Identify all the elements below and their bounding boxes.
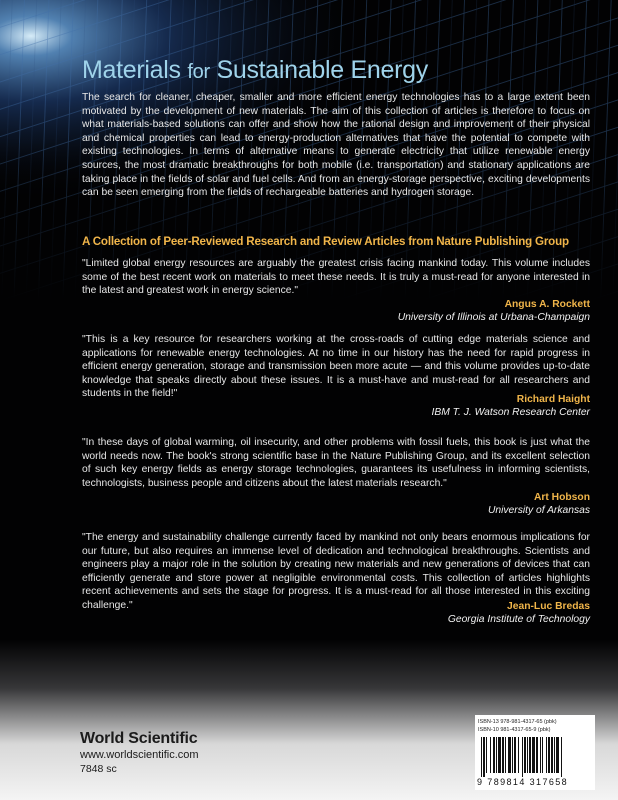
book-title [82, 56, 428, 85]
barcode-bar [542, 737, 543, 773]
endorser-name: Richard Haight [516, 394, 590, 405]
title-word-materials: Materials [82, 56, 181, 84]
endorser-affiliation: University of Illinois at Urbana-Champaign [397, 312, 590, 323]
barcode-bar [502, 737, 504, 773]
barcode-bar [518, 737, 519, 773]
barcode-bar [554, 737, 555, 773]
endorsement-author-4 [448, 600, 590, 626]
publisher-name: World Scientific [80, 730, 198, 747]
title-word-for: for [187, 61, 210, 83]
isbn-13: ISBN-13 978-981-4317-65 (pbk) [478, 719, 557, 725]
isbn-10: ISBN-10 981-4317-65-9 (pbk) [478, 727, 551, 733]
barcode-bar [529, 737, 531, 773]
barcode-bar [512, 737, 513, 773]
publisher-url: www.worldscientific.com [80, 749, 199, 761]
intro-paragraph: The search for cleaner, cheaper, smaller and more efficient energy technologies has to a large extent been motivated by the development of new materials. The aim of this collection of articles is therefore to focus on what materials-based solutions can offer and show how the rational design and improvement of their physical and chemical properties can lead to energy-production alternatives that have the potential to compete with existing technologies. In terms of alternative means to generate electricity that utilize renewable energy sources, the most dramatic breakthroughs for both mobile (i.e. transportation) and stationary applications are taking place in the fields of solar and fuel cells. And from an energy-storage perspective, exciting developments can be seen emerging from the fields of rechargeable batteries and hydrogen storage. [82, 92, 590, 199]
endorser-name: Art Hobson [533, 492, 590, 503]
barcode-bar [551, 737, 553, 773]
barcode-bar [505, 737, 506, 773]
barcode-bar [548, 737, 550, 773]
barcode-bar [561, 737, 562, 777]
barcode-bar [540, 737, 541, 773]
catalog-code: 7848 sc [80, 763, 117, 775]
barcode-bar [546, 737, 547, 773]
barcode-bar [532, 737, 535, 773]
barcode-bar [490, 737, 491, 773]
barcode-bar [496, 737, 497, 773]
barcode-bar [522, 737, 523, 777]
publisher-block [80, 730, 199, 775]
barcode-bar [508, 737, 511, 773]
barcode-bar [556, 737, 559, 773]
endorsement-quote-3: "In these days of global warming, oil insecurity, and other problems with fossil fuels, this book is just what the world needs now. The book's strong scientific base in the Nature Publishing Group, and its excellent selection of such key energy fields as energy storage technologies, guarantees its usefulness in informing scientists, technologists, business people and citizens about the latest materials research." [82, 437, 590, 489]
barcode-bar [483, 737, 485, 777]
endorser-name: Angus A. Rockett [504, 299, 590, 310]
barcode-bar [524, 737, 526, 773]
barcode-bar [481, 737, 482, 777]
endorsement-quote-2: "This is a key resource for researchers working at the cross-roads of cutting edge materials science and applications for renewable energy technologies. At no time in our history has the need for rapid progress in efficient energy generation, storage and transmission been more acute — and this volume provides up-to-date knowledge that speaks directly about these issues. It is a must-have and must-read for all researchers and students in the field!" [82, 334, 590, 400]
collection-subheading: A Collection of Peer-Reviewed Research and Review Articles from Nature Publishing Group [82, 235, 569, 248]
barcode-bar [514, 737, 516, 773]
barcode-bar [486, 737, 487, 773]
endorsement-author-1 [398, 298, 590, 324]
endorser-affiliation: Georgia Institute of Technology [447, 614, 590, 625]
title-word-sustainable-energy: Sustainable Energy [216, 56, 428, 84]
endorsement-quote-1: "Limited global energy resources are arguably the greatest crisis facing mankind today. This volume includes some of the best recent work on materials to meet these needs. It is truly a must-read for anyone interested in the latest and greatest work in energy science." [82, 258, 590, 297]
endorser-affiliation: University of Arkansas [487, 505, 590, 516]
barcode-bar [527, 737, 528, 773]
endorsement-author-3 [488, 491, 590, 517]
barcode-bar [493, 737, 495, 773]
barcode-bar [536, 737, 538, 773]
endorser-affiliation: IBM T. J. Watson Research Center [431, 407, 590, 418]
endorser-name: Jean-Luc Bredas [507, 601, 590, 612]
barcode-block [475, 715, 595, 790]
endorsement-quote-4: "The energy and sustainability challenge currently faced by mankind not only bears enormous implications for our future, but also requires an immense level of dedication and technological breakthroughs. Scientists and engineers play a major role in the solution by creating new materials and new generations of devices that can efficiently generate and store power at negligible environmental costs. This collection of articles highlights recent achievements and sets the stage for progress. It is a must-read for all those interested in this exciting challenge." [82, 532, 590, 611]
barcode-number: 9 789814 317658 [477, 777, 569, 787]
barcode-bar [498, 737, 501, 773]
barcode-bars [481, 737, 589, 777]
endorsement-author-2 [431, 393, 590, 419]
